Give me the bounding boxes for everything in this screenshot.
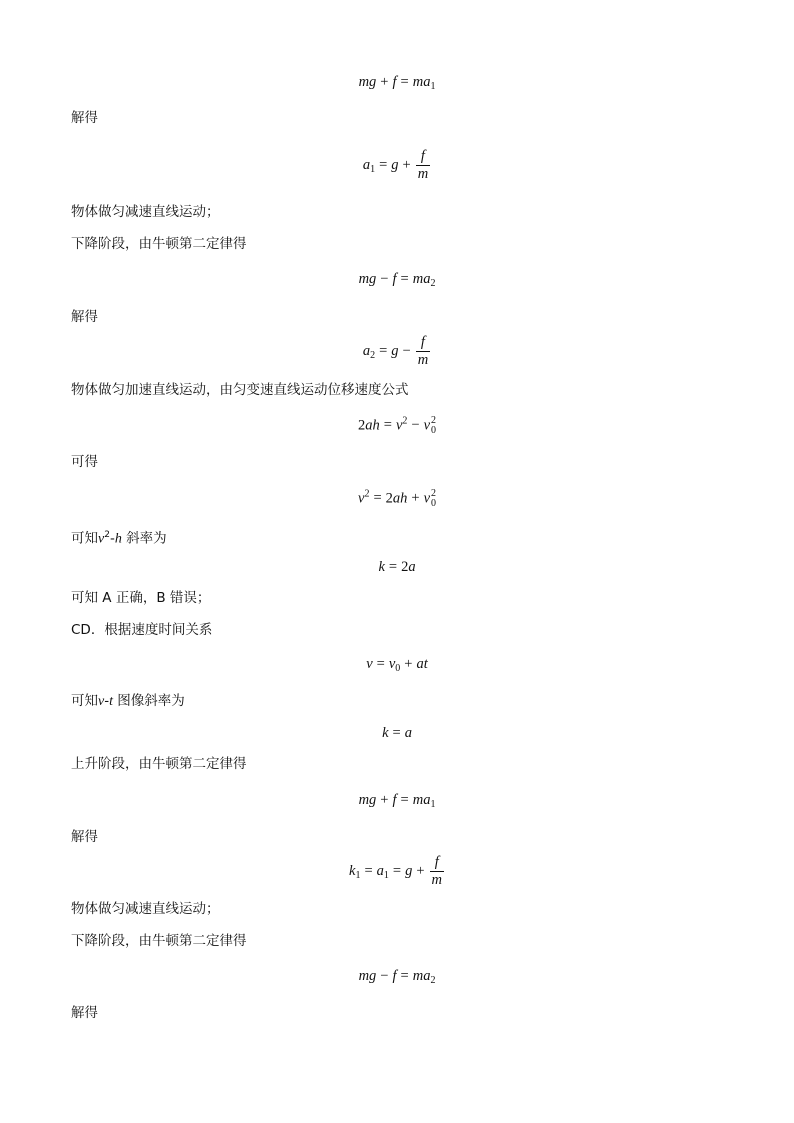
eq-term: a [365,417,373,434]
text-line-v2h-slope [71,526,167,549]
equation-a2 [0,334,794,369]
eq-term: a [362,156,371,173]
eq-sub: 1 [370,163,376,175]
text-fragment: 可知 [71,693,98,709]
eq-op: = [379,342,388,359]
eq-term: mg [358,968,377,984]
eq-term: a [404,725,412,741]
eq-term: a [392,490,401,507]
equation-newton-upward [0,73,794,91]
eq-sub: 1 [355,869,361,881]
text-line: 下降阶段，由牛顿第二定律得 [71,933,247,949]
eq-term: v [395,417,403,434]
eq-op: = [388,559,398,575]
frac-num: f [416,148,430,166]
eq-term: v [423,490,430,507]
text-fragment: 可知 [71,530,98,547]
eq-term: f [392,968,397,984]
equation-newton-downward [0,270,794,288]
text-var: v [98,531,105,547]
eq-term: 2 [401,559,409,575]
eq-sub: 0 [431,498,436,509]
equation-k-2a [0,558,794,576]
eq-term: f [392,792,397,808]
text-line: 下降阶段，由牛顿第二定律得 [71,236,247,252]
eq-term: a [423,792,431,808]
eq-term: v [388,656,396,672]
text-line: 上升阶段，由牛顿第二定律得 [71,756,247,772]
eq-op: + [411,490,420,507]
text-sup: 2 [104,530,110,540]
eq-op: = [376,656,385,672]
eq-op: = [400,968,409,984]
text-fragment: - [104,693,110,709]
eq-term: a [408,559,416,575]
frac-den: m [417,352,429,368]
text-line: 可得 [71,454,98,470]
eq-sub: 2 [430,975,436,986]
text-line: 物体做匀加速直线运动，由匀变速直线运动位移速度公式 [71,382,409,398]
text-fragment: - [109,530,115,547]
frac-den: m [417,166,429,182]
frac-num: f [416,334,430,352]
eq-term: m [412,968,424,984]
sub-sup-stack [431,416,436,436]
eq-term: f [392,74,397,90]
eq-sub: 1 [430,799,436,810]
eq-sub: 0 [431,425,436,436]
equation-k1 [0,854,794,889]
eq-op: + [380,792,389,808]
eq-term: a [416,656,424,672]
eq-term: m [412,74,424,90]
eq-term: v [358,490,365,507]
eq-op: + [404,656,413,672]
eq-sup: 2 [402,415,408,427]
sub-sup-stack [431,489,436,509]
eq-op: = [379,156,388,173]
text-var: t [109,694,113,709]
eq-term: h [400,490,408,507]
eq-sub: 1 [383,869,389,881]
eq-sup: 2 [431,488,436,499]
eq-term: 2 [358,417,366,434]
text-fragment: 斜率为 [121,530,167,547]
text-var: h [114,531,122,547]
eq-op: − [380,968,389,984]
eq-op: + [380,74,389,90]
eq-op: = [383,417,392,434]
eq-term: k [349,862,356,879]
equation-velocity-displacement [0,416,794,436]
eq-op: = [400,271,409,287]
eq-sup: 2 [431,415,436,426]
eq-term: a [423,968,431,984]
eq-term: v [423,417,430,434]
eq-op: = [392,725,401,741]
eq-term: mg [358,792,377,808]
eq-term: m [412,271,424,287]
equation-newton-downward-2 [0,967,794,985]
eq-term: a [376,862,384,879]
text-line: 物体做匀减速直线运动； [71,204,220,220]
equation-newton-upward-2 [0,791,794,809]
eq-term: k [382,725,389,741]
frac-num: f [430,854,444,872]
text-line: 解得 [71,829,98,845]
eq-term: a [423,74,431,90]
equation-k-a [0,724,794,742]
eq-op: − [402,342,411,359]
fraction [430,854,444,889]
eq-sub: 2 [430,278,436,289]
fraction [416,334,430,369]
text-line: 解得 [71,1005,98,1021]
eq-term: v [366,656,373,672]
eq-sup: 2 [364,488,370,500]
eq-term: g [391,342,399,359]
text-fragment: 图像斜率为 [112,693,185,709]
eq-op: = [373,490,382,507]
eq-term: h [372,417,380,434]
text-line: 解得 [71,309,98,325]
equation-v-squared [0,489,794,509]
text-var: v [98,694,105,709]
text-line-vt-slope [71,692,185,711]
eq-term: f [392,271,397,287]
eq-op: + [416,862,425,879]
text-line: CD．根据速度时间关系 [71,622,213,638]
eq-op: − [380,271,389,287]
eq-op: = [400,74,409,90]
equation-velocity-time [0,655,794,673]
eq-term: t [423,656,428,672]
eq-op: = [400,792,409,808]
eq-sub: 1 [430,81,436,92]
eq-op: = [392,862,402,879]
eq-term: k [378,559,385,575]
eq-term: g [391,156,399,173]
eq-op: − [411,417,420,434]
eq-op: = [364,862,373,879]
fraction [416,148,430,183]
frac-den: m [431,872,442,888]
eq-term: g [405,862,413,879]
eq-term: 2 [385,490,393,507]
eq-term: mg [358,74,377,90]
eq-term: m [412,792,424,808]
eq-sub: 2 [370,349,376,361]
text-line: 可知 A 正确，B 错误； [71,590,211,606]
eq-op: + [402,156,411,173]
text-line: 解得 [71,110,98,126]
eq-term: a [362,342,371,359]
eq-term: mg [358,271,377,287]
eq-term: a [423,271,431,287]
text-line: 物体做匀减速直线运动； [71,901,220,917]
eq-sub: 0 [395,663,401,674]
equation-a1 [0,148,794,183]
